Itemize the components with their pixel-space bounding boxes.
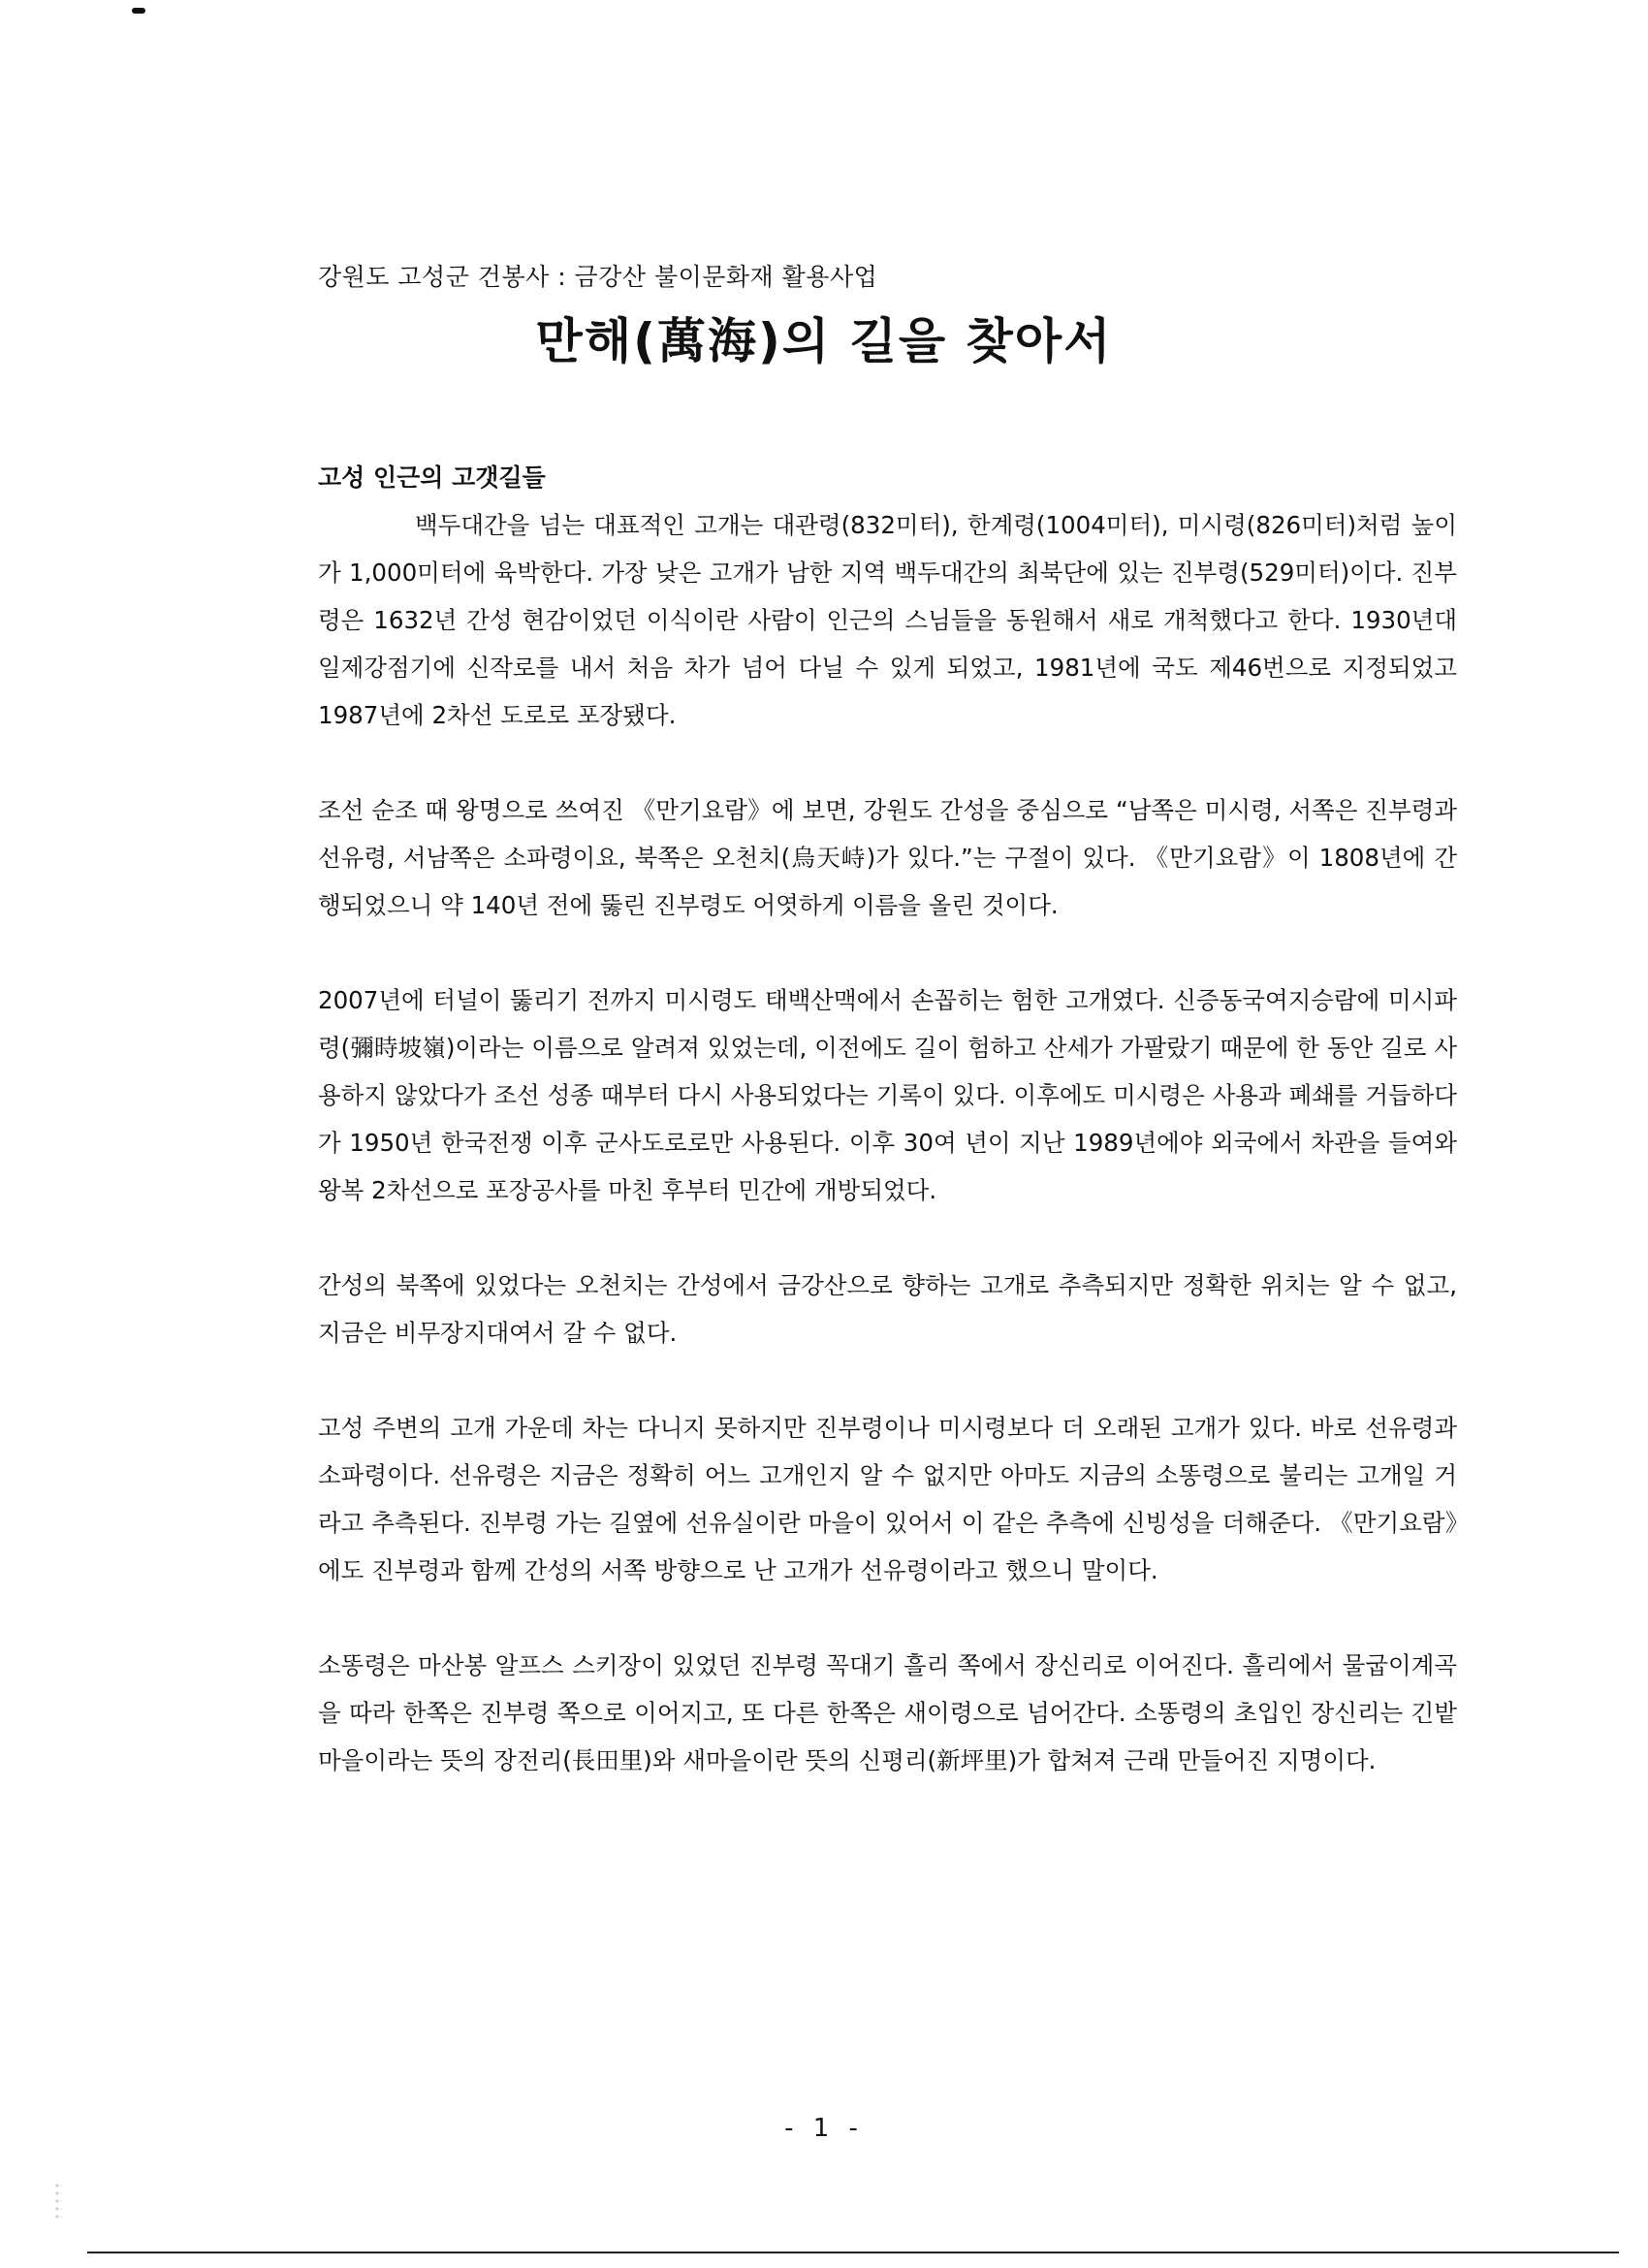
- section-heading: 고성 인근의 고갯길들: [318, 463, 546, 492]
- document-subtitle: 강원도 고성군 건봉사 : 금강산 불이문화재 활용사업: [318, 263, 878, 291]
- page-number: - 1 -: [784, 2114, 864, 2143]
- paragraph-4: 간성의 북쪽에 있었다는 오천치는 간성에서 금강산으로 향하는 고개로 추측되지만 정확한 위치는 알 수 없고, 지금은 비무장지대여서 갈 수 없다.: [318, 1271, 1457, 1347]
- paragraph-1: 백두대간을 넘는 대표적인 고개는 대관령(832미터), 한계령(1004미터), 미시령(826미터)처럼 높이가 1,000미터에 육박한다. 가장 낮은 고개가 남한 지역 백두대간의 최북단에 있는 진부령(529미터)이다. 진부령은 1632년 간성 현감이었던 이식이란 사람이 인근의 스님들을 동원해서 새로 개척했다고 한다. 1930년대 일제강점기에 신작로를 내서 처음 차가 넘어 다닐 수 있게 되었고, 1981년에 국도 제46번으로 지정되었고 1987년에 2차선 도로로 포장됐다.: [318, 511, 1457, 729]
- paragraph-5: 고성 주변의 고개 가운데 차는 다니지 못하지만 진부령이나 미시령보다 더 오래된 고개가 있다. 바로 선유령과 소파령이다. 선유령은 지금은 정확히 어느 고개인지 알 수 없지만 아마도 지금의 소똥령으로 불리는 고개일 거라고 추측된다. 진부령 가는 길옆에 선유실이란 마을이 있어서 이 같은 추측에 신빙성을 더해준다. 《만기요람》에도 진부령과 함께 간성의 서쪽 방향으로 난 고개가 선유령이라고 했으니 말이다.: [318, 1414, 1457, 1584]
- document-body: [318, 454, 1457, 1832]
- paragraph-3: 2007년에 터널이 뚫리기 전까지 미시령도 태백산맥에서 손꼽히는 험한 고개였다. 신증동국여지승람에 미시파령(彌時坡嶺)이라는 이름으로 알려져 있었는데, 이전에도 길이 험하고 산세가 가팔랐기 때문에 한 동안 길로 사용하지 않았다가 조선 성종 때부터 다시 사용되었다는 기록이 있다. 이후에도 미시령은 사용과 폐쇄를 거듭하다가 1950년 한국전쟁 이후 군사도로로만 사용된다. 이후 30여 년이 지난 1989년에야 외국에서 차관을 들여와 왕복 2차선으로 포장공사를 마친 후부터 민간에 개방되었다.: [318, 986, 1457, 1204]
- scan-speck: [54, 2182, 62, 2220]
- paragraph-6: 소똥령은 마산봉 알프스 스키장이 있었던 진부령 꼭대기 흘리 쪽에서 장신리로 이어진다. 흘리에서 물굽이계곡을 따라 한쪽은 진부령 쪽으로 이어지고, 또 다른 한쪽은 새이령으로 넘어간다. 소똥령의 초입인 장신리는 긴밭마을이라는 뜻의 장전리(長田里)와 새마을이란 뜻의 신평리(新坪里)가 합쳐져 근래 만들어진 지명이다.: [318, 1651, 1457, 1774]
- document-title: 만해(萬海)의 길을 찾아서: [535, 313, 1113, 369]
- scan-mark: [132, 8, 145, 14]
- bottom-rule: [87, 2252, 1619, 2253]
- paragraph-2: 조선 순조 때 왕명으로 쓰여진 《만기요람》에 보면, 강원도 간성을 중심으로 “남쪽은 미시령, 서쪽은 진부령과 선유령, 서남쪽은 소파령이요, 북쪽은 오천치(烏天峙)가 있다.”는 구절이 있다. 《만기요람》이 1808년에 간행되었으니 약 140년 전에 뚫린 진부령도 어엿하게 이름을 올린 것이다.: [318, 796, 1457, 919]
